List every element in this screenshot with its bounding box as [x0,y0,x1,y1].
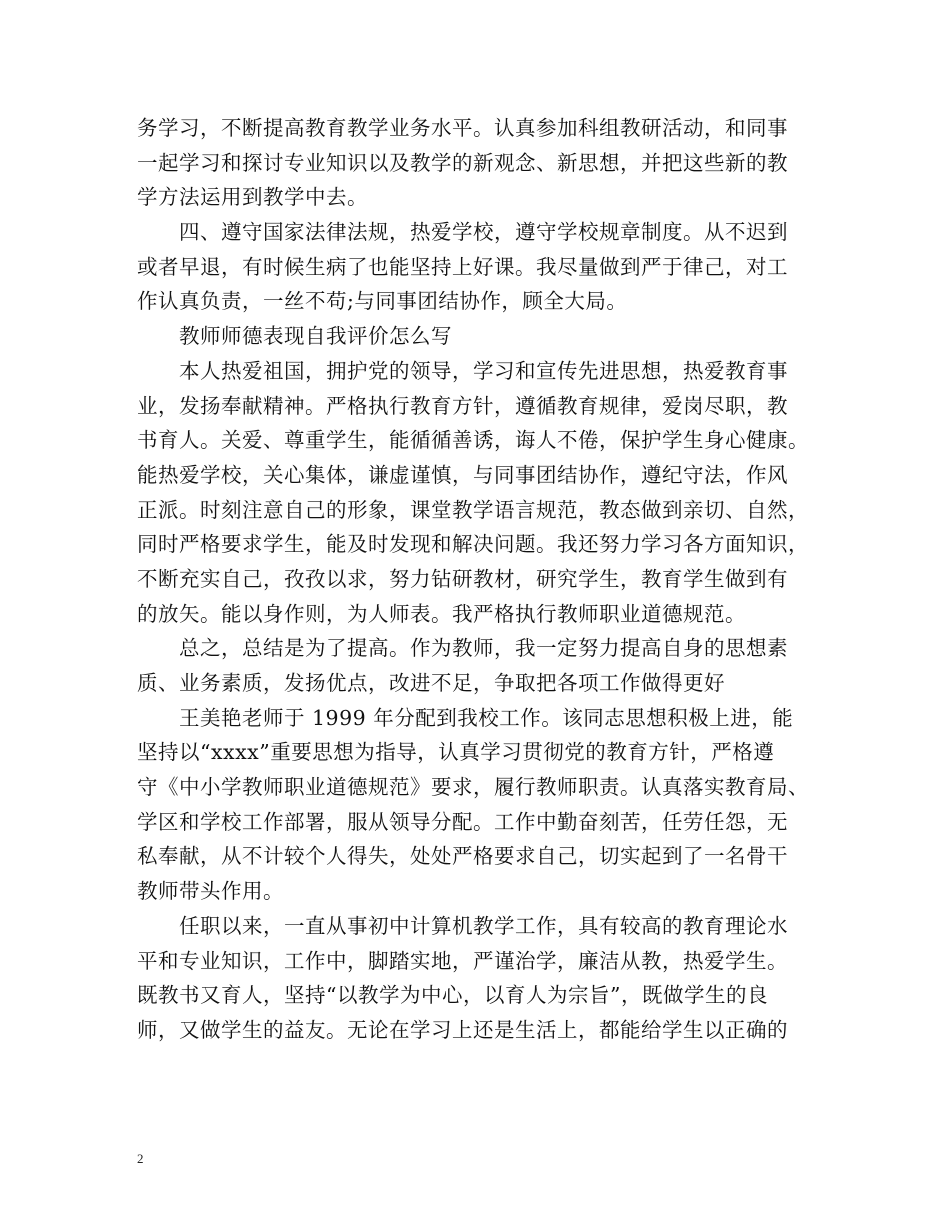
section-heading: 教师师德表现自我评价怎么写 [137,324,452,349]
text-line: 坚持以“xxxx”重要思想为指导，认真学习贯彻党的教育方针，严格遵 [137,740,775,765]
text-line: 不断充实自己，孜孜以求，努力钻研教材，研究学生，教育学生做到有 [137,566,788,591]
text-line: 总之，总结是为了提高。作为教师，我一定努力提高自身的思想素 [137,636,788,661]
page-number: 2 [137,1151,144,1166]
text-line: 务学习，不断提高教育教学业务水平。认真参加科组教研活动，和同事 [137,116,788,140]
text-line: 任职以来，一直从事初中计算机教学工作，具有较高的教育理论水 [137,913,788,938]
text-line: 平和专业知识，工作中，脚踏实地，严谨治学，廉洁从教，热爱学生。 [137,948,788,973]
text-line: 或者早退，有时候生病了也能坚持上好课。我尽量做到严于律己，对工 [137,254,788,279]
text-line: 作认真负责，一丝不苟;与同事团结协作，顾全大局。 [137,289,628,314]
text-line: 同时严格要求学生，能及时发现和解决问题。我还努力学习各方面知识， [137,532,809,557]
text-line: 守《中小学教师职业道德规范》要求，履行教师职责。认真落实教育局、 [137,775,809,800]
text-line: 四、遵守国家法律法规，热爱学校，遵守学校规章制度。从不迟到 [137,220,788,245]
text-line: 学区和学校工作部署，服从领导分配。工作中勤奋刻苦，任劳任怨，无 [137,809,788,834]
text-line: 私奉献，从不计较个人得失，处处严格要求自己，切实起到了一名骨干 [137,844,788,869]
text-line: 业，发扬奉献精神。严格执行教育方针，遵循教育规律，爱岗尽职，教 [137,393,788,418]
body-text [137,111,827,1048]
text-line: 一起学习和探讨专业知识以及教学的新观念、新思想，并把这些新的教 [137,150,788,175]
text-line: 王美艳老师于 1999 年分配到我校工作。该同志思想积极上进，能 [137,705,794,730]
text-line: 能热爱学校，关心集体，谦虚谨慎，与同事团结协作，遵纪守法，作风 [137,462,788,487]
text-line: 本人热爱祖国，拥护党的领导，学习和宣传先进思想，热爱教育事 [137,358,788,383]
text-line: 质、业务素质，发扬优点，改进不足，争取把各项工作做得更好 [137,671,725,695]
text-line: 的放矢。能以身作则，为人师表。我严格执行教师职业道德规范。 [137,601,746,626]
text-line: 正派。时刻注意自己的形象，课堂教学语言规范，教态做到亲切、自然， [137,497,809,522]
text-line: 既教书又育人，坚持“以教学为中心，以育人为宗旨”，既做学生的良 [137,983,768,1008]
text-line: 学方法运用到教学中去。 [137,185,368,210]
text-line: 师，又做学生的益友。无论在学习上还是生活上，都能给学生以正确的 [137,1017,788,1042]
text-line: 教师带头作用。 [137,879,284,904]
text-line: 书育人。关爱、尊重学生，能循循善诱，诲人不倦，保护学生身心健康。 [137,428,809,453]
